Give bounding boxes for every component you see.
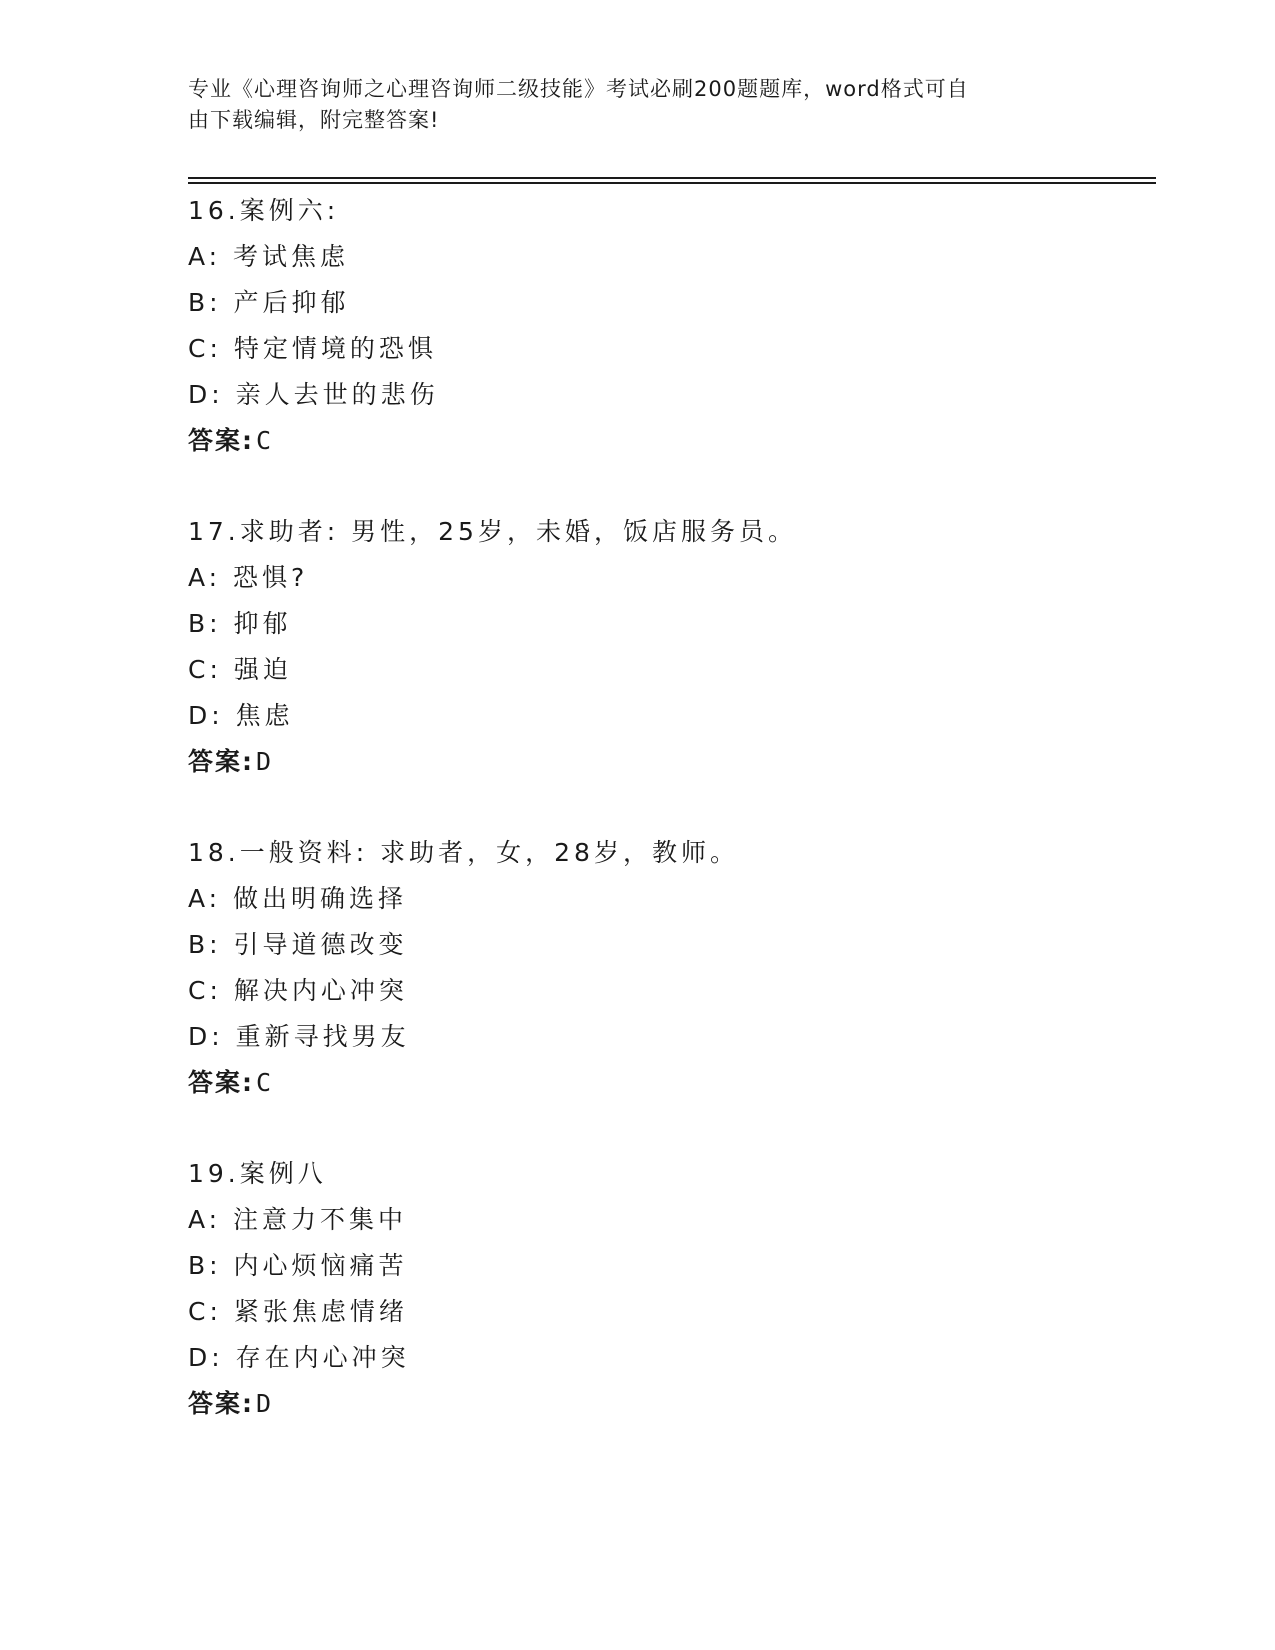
answer-line — [188, 1060, 1148, 1106]
option-a: A: 注意力不集中 — [188, 1205, 408, 1234]
option-c: C: 解决内心冲突 — [188, 976, 408, 1005]
option-c: C: 紧张焦虑情绪 — [188, 1297, 408, 1326]
option-d: D: 重新寻找男友 — [188, 1022, 410, 1051]
answer-line — [188, 1381, 1148, 1427]
question-17 — [188, 509, 1148, 785]
option-b: B: 抑郁 — [188, 609, 292, 638]
answer-label: 答案: — [188, 747, 254, 776]
answer-value: C — [256, 426, 274, 455]
answer-value: C — [256, 1068, 274, 1097]
question-title: 18.一般资料: 求助者，女，28岁，教师。 — [188, 838, 739, 867]
option-b: B: 产后抑郁 — [188, 288, 350, 317]
header-rule-top — [188, 177, 1156, 179]
option-a: A: 做出明确选择 — [188, 884, 408, 913]
option-b: B: 内心烦恼痛苦 — [188, 1251, 408, 1280]
question-title: 17.求助者: 男性，25岁，未婚，饭店服务员。 — [188, 517, 797, 546]
header-rule-bottom — [188, 182, 1156, 184]
answer-label: 答案: — [188, 1068, 254, 1097]
question-16 — [188, 188, 1148, 464]
option-c: C: 强迫 — [188, 655, 292, 684]
question-18 — [188, 830, 1148, 1106]
answer-line — [188, 739, 1148, 785]
option-d: D: 存在内心冲突 — [188, 1343, 410, 1372]
header-line-1: 专业《心理咨询师之心理咨询师二级技能》考试必刷200题题库，word格式可自 — [188, 77, 969, 101]
option-a: A: 考试焦虑 — [188, 242, 350, 271]
option-b: B: 引导道德改变 — [188, 930, 408, 959]
question-title: 19.案例八 — [188, 1159, 327, 1188]
header-line-2: 由下载编辑，附完整答案! — [188, 108, 440, 132]
question-19 — [188, 1151, 1148, 1427]
answer-value: D — [256, 1389, 274, 1418]
option-d: D: 亲人去世的悲伤 — [188, 380, 439, 409]
answer-value: D — [256, 747, 274, 776]
answer-line — [188, 418, 1148, 464]
option-c: C: 特定情境的恐惧 — [188, 334, 437, 363]
question-title: 16.案例六: — [188, 196, 340, 225]
option-d: D: 焦虑 — [188, 701, 294, 730]
option-a: A: 恐惧? — [188, 563, 309, 592]
answer-label: 答案: — [188, 1389, 254, 1418]
answer-label: 答案: — [188, 426, 254, 455]
document-header — [188, 74, 1088, 136]
